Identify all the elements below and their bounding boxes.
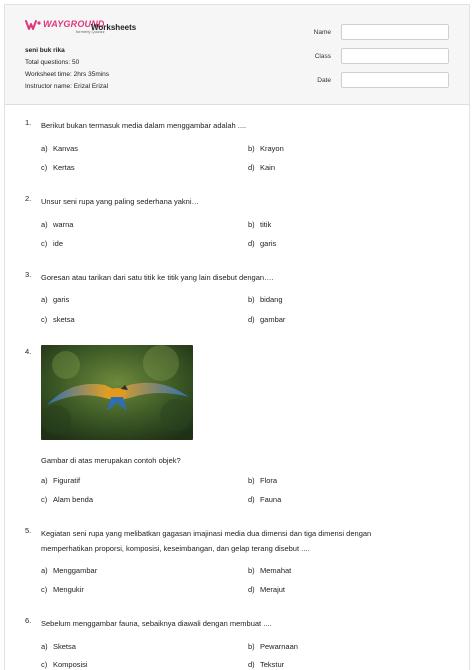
worksheet-page <box>4 4 470 670</box>
question-text-line-1: Kegiatan seni rupa yang melibatkan gagasan imajinasi media dua dimensi dan tiga dimensi dengan <box>41 529 372 538</box>
question-number: 4. <box>25 347 32 356</box>
question-4-text-row <box>25 453 455 468</box>
worksheet-meta <box>25 45 109 93</box>
date-label: Date <box>317 76 331 84</box>
option-d: d) garis <box>248 239 277 248</box>
name-input[interactable] <box>341 24 449 40</box>
name-field-row <box>314 23 449 41</box>
option-c: c) sketsa <box>41 315 75 324</box>
option-a: a) Figuratif <box>41 476 81 485</box>
option-c: c) Komposisi <box>41 660 88 669</box>
question-text: Gambar di atas merupakan contoh objek? <box>41 456 181 465</box>
question-number: 6. <box>25 616 32 625</box>
question-text-line-2: memperhatikan proporsi, komposisi, keseimbangan, dan gelap terang disebut .... <box>41 544 310 553</box>
date-input[interactable] <box>341 72 449 88</box>
question-text: Berikut bukan termasuk media dalam menggambar adalah .... <box>41 121 247 130</box>
student-fields <box>314 23 449 95</box>
option-a: a) warna <box>41 220 74 229</box>
option-c: c) Kertas <box>41 163 75 172</box>
question-2 <box>25 194 455 209</box>
question-number: 3. <box>25 270 32 279</box>
question-text: Unsur seni rupa yang paling sederhana yakni… <box>41 197 200 206</box>
option-d: d) Tekstur <box>248 660 285 669</box>
total-questions: Total questions: 50 <box>25 59 80 66</box>
question-number: 5. <box>25 526 32 535</box>
class-input[interactable] <box>341 48 449 64</box>
worksheet-name: seni buk rika <box>25 47 65 54</box>
option-a: a) Kanvas <box>41 144 79 153</box>
option-d: d) Kain <box>248 163 276 172</box>
question-3 <box>25 270 455 285</box>
question-text: Goresan atau tarikan dari satu titik ke titik yang lain disebut dengan…. <box>41 273 274 282</box>
question-1 <box>25 118 455 133</box>
option-a: a) Sketsa <box>41 642 76 651</box>
macaw-image <box>41 345 193 440</box>
class-field-row <box>314 47 449 65</box>
question-number: 2. <box>25 194 32 203</box>
option-b: b) Krayon <box>248 144 284 153</box>
question-6 <box>25 616 455 631</box>
worksheet-time: Worksheet time: 2hrs 35mins <box>25 71 110 78</box>
question-text: Sebelum menggambar fauna, sebaiknya diawali dengan membuat .... <box>41 619 272 628</box>
option-d: d) Merajut <box>248 585 286 594</box>
logo-subtext: formerly Quizizz <box>75 29 105 34</box>
option-a: a) Menggambar <box>41 566 98 575</box>
class-label: Class <box>314 52 331 60</box>
instructor-name: Instructor name: Erizal Erizal <box>25 83 109 90</box>
option-b: b) Memahat <box>248 566 292 575</box>
option-b: b) Flora <box>248 476 278 485</box>
question-number: 1. <box>25 118 32 127</box>
option-b: b) Pewarnaan <box>248 642 298 651</box>
worksheet-header <box>5 5 469 105</box>
logo-wordmark: WAYGROUND <box>43 19 105 29</box>
wayground-logo-icon <box>25 20 41 30</box>
option-d: d) Fauna <box>248 495 282 504</box>
option-c: c) Alam benda <box>41 495 94 504</box>
date-field-row <box>314 71 449 89</box>
name-label: Name <box>313 28 331 36</box>
option-b: b) bidang <box>248 295 283 304</box>
option-c: c) Mengukir <box>41 585 84 594</box>
option-c: c) ide <box>41 239 64 248</box>
worksheets-title: Worksheets <box>91 23 137 32</box>
question-5 <box>25 526 455 556</box>
option-b: b) titik <box>248 220 272 229</box>
option-d: d) gambar <box>248 315 286 324</box>
macaw-photo <box>41 345 193 440</box>
option-a: a) garis <box>41 295 70 304</box>
